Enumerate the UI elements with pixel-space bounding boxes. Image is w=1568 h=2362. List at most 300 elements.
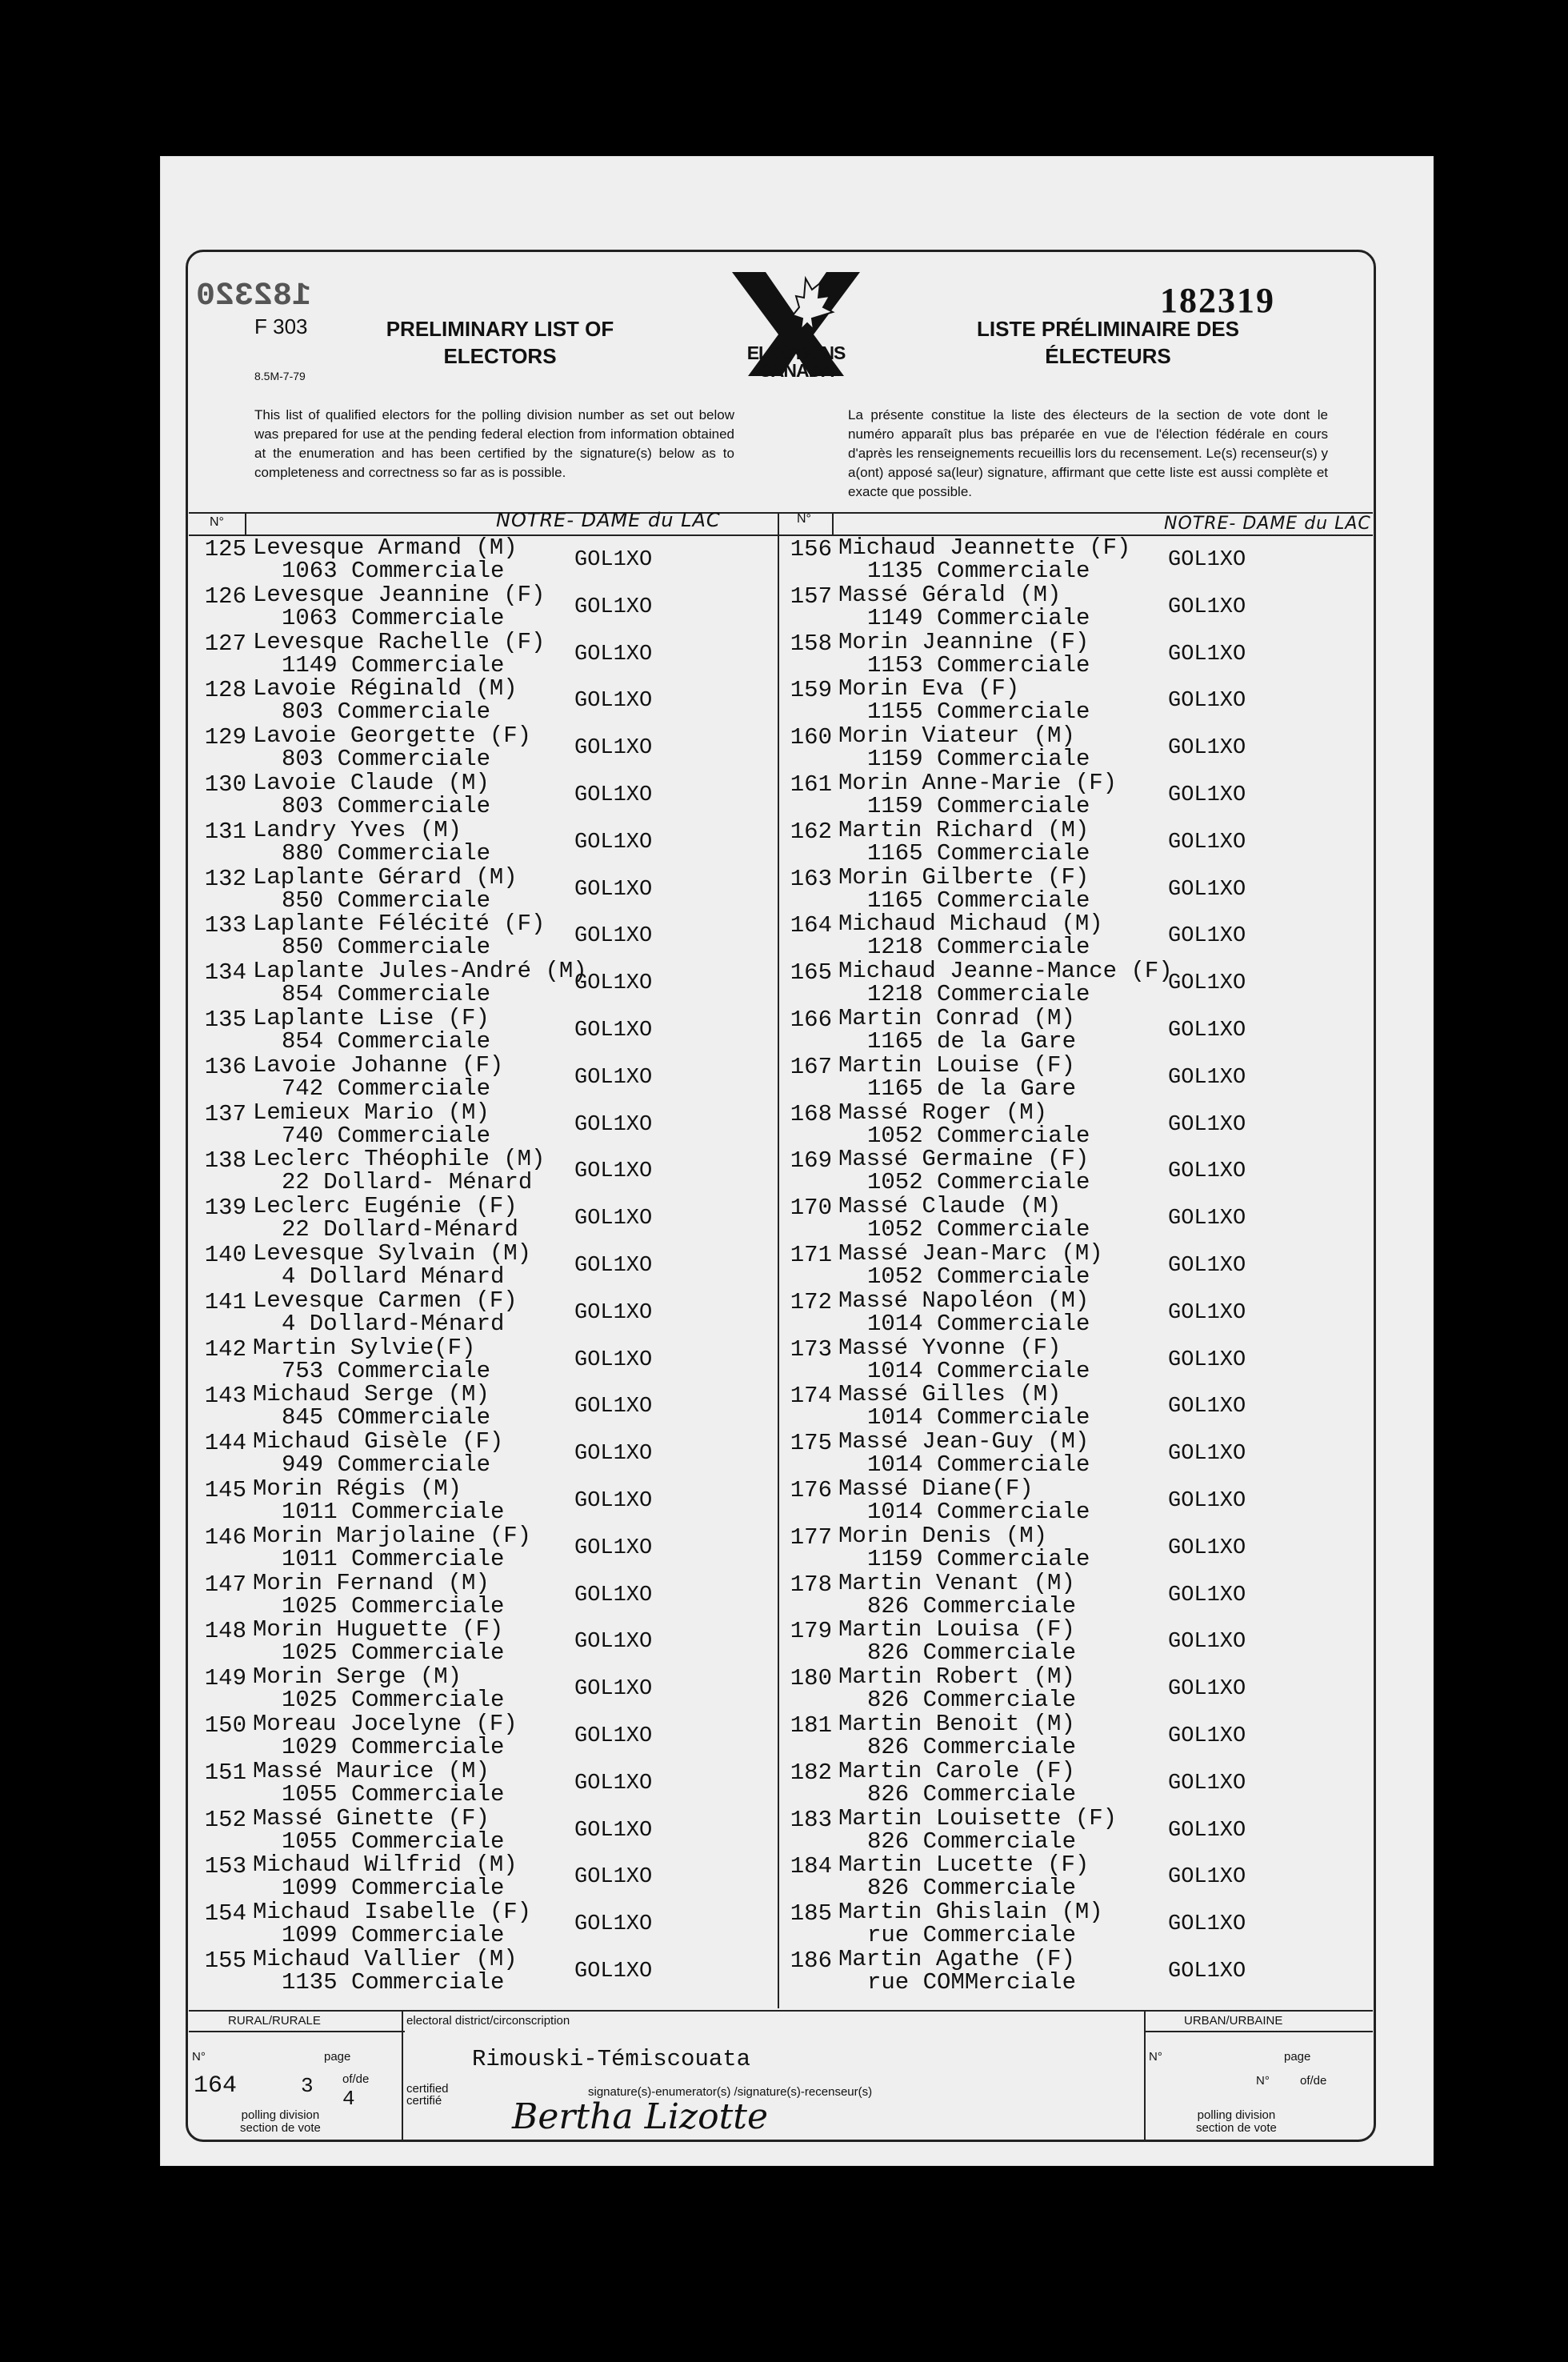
elector-number: 131 bbox=[204, 818, 246, 845]
elector-entry bbox=[784, 1804, 1360, 1855]
elector-postal-code: GOL1XO bbox=[1168, 1630, 1246, 1655]
elector-name: Lavoie Johanne (F) bbox=[253, 1051, 504, 1079]
elector-entry bbox=[784, 583, 1360, 631]
elector-address: 1153 Commerciale bbox=[867, 651, 1090, 679]
elector-postal-code: GOL1XO bbox=[1168, 1442, 1246, 1467]
elector-number: 163 bbox=[790, 865, 832, 892]
elector-address: 4 Dollard-Ménard bbox=[282, 1310, 505, 1337]
elector-address: 1099 Commerciale bbox=[282, 1875, 505, 1902]
elector-number: 183 bbox=[790, 1806, 832, 1833]
elector-name: Morin Serge (M) bbox=[253, 1663, 462, 1691]
elector-name: Michaud Vallier (M) bbox=[253, 1945, 518, 1972]
page-label: page bbox=[324, 2050, 351, 2064]
elector-number: 128 bbox=[204, 677, 246, 704]
elector-name: Martin Venant (M) bbox=[838, 1569, 1075, 1596]
elector-name: Massé Jean-Guy (M) bbox=[838, 1428, 1090, 1455]
form-print-date: 8.5M-7-79 bbox=[254, 370, 306, 382]
elector-address: 1063 Commerciale bbox=[282, 604, 505, 631]
elector-number: 164 bbox=[790, 912, 832, 939]
elector-entry bbox=[784, 1759, 1360, 1807]
elector-entry bbox=[784, 677, 1360, 724]
elector-entry bbox=[784, 1665, 1360, 1712]
elector-entry bbox=[198, 959, 774, 1007]
elector-number: 157 bbox=[790, 582, 832, 610]
elector-number: 153 bbox=[204, 1853, 246, 1880]
elector-address: 1135 Commerciale bbox=[282, 1968, 505, 1996]
elector-entry bbox=[784, 912, 1360, 959]
certified-label: certified certifié bbox=[406, 2082, 449, 2108]
elector-address: 826 Commerciale bbox=[867, 1592, 1077, 1619]
elector-name: Massé Gérald (M) bbox=[838, 581, 1062, 608]
elector-postal-code: GOL1XO bbox=[1168, 595, 1246, 619]
elector-postal-code: GOL1XO bbox=[574, 1630, 653, 1655]
elector-name: Massé Jean-Marc (M) bbox=[838, 1239, 1103, 1267]
logo-text: ELECTIONS CANADA bbox=[746, 342, 846, 381]
elector-number: 129 bbox=[204, 724, 246, 751]
of-label: of/de bbox=[342, 2072, 370, 2086]
urban-no-label: N° bbox=[1149, 2050, 1162, 2064]
elector-address: 845 COmmerciale bbox=[282, 1404, 491, 1431]
elector-address: 1165 de la Gare bbox=[867, 1027, 1077, 1055]
elector-address: 1165 de la Gare bbox=[867, 1075, 1077, 1102]
elector-postal-code: GOL1XO bbox=[574, 1018, 653, 1043]
elector-address: 1218 Commerciale bbox=[867, 981, 1090, 1008]
elector-number: 148 bbox=[204, 1618, 246, 1645]
right-elector-list bbox=[784, 536, 1360, 1995]
elector-postal-code: GOL1XO bbox=[574, 1771, 653, 1796]
elector-address: 1025 Commerciale bbox=[282, 1639, 505, 1667]
urban-polling-division-label: polling division section de vote bbox=[1196, 2108, 1277, 2135]
elector-name: Morin Huguette (F) bbox=[253, 1616, 504, 1643]
elector-address: 1014 Commerciale bbox=[867, 1310, 1090, 1337]
elector-address: 803 Commerciale bbox=[282, 792, 491, 819]
elector-entry bbox=[784, 1477, 1360, 1524]
elector-postal-code: GOL1XO bbox=[574, 1865, 653, 1890]
elector-number: 158 bbox=[790, 630, 832, 657]
elector-name: Leclerc Eugénie (F) bbox=[253, 1193, 518, 1220]
elector-number: 142 bbox=[204, 1335, 246, 1363]
elector-number: 150 bbox=[204, 1711, 246, 1739]
elector-entry bbox=[198, 583, 774, 631]
left-number-divider bbox=[245, 512, 246, 536]
elector-entry bbox=[784, 1524, 1360, 1571]
elector-number: 162 bbox=[790, 818, 832, 845]
elector-postal-code: GOL1XO bbox=[574, 1818, 653, 1843]
elector-address: 1052 Commerciale bbox=[867, 1263, 1090, 1290]
elector-name: Martin Sylvie(F) bbox=[253, 1334, 476, 1361]
footer-label-rule-right bbox=[1144, 2031, 1373, 2032]
elector-entry bbox=[198, 1147, 774, 1195]
elector-number: 151 bbox=[204, 1759, 246, 1786]
elector-postal-code: GOL1XO bbox=[1168, 1253, 1246, 1278]
elector-entry bbox=[784, 1195, 1360, 1242]
elector-name: Morin Fernand (M) bbox=[253, 1569, 490, 1596]
elector-number: 155 bbox=[204, 1947, 246, 1974]
elector-entry bbox=[198, 1383, 774, 1430]
elector-name: Laplante Gérard (M) bbox=[253, 863, 518, 891]
elector-name: Massé Roger (M) bbox=[838, 1099, 1048, 1126]
column-divider bbox=[778, 512, 779, 2008]
urban-no2-label: N° bbox=[1256, 2074, 1270, 2088]
elector-address: 1149 Commerciale bbox=[867, 604, 1090, 631]
elector-number: 130 bbox=[204, 771, 246, 798]
elector-name: Lemieux Mario (M) bbox=[253, 1099, 490, 1126]
elector-address: 1011 Commerciale bbox=[282, 1498, 505, 1525]
elector-number: 136 bbox=[204, 1053, 246, 1080]
elector-address: 22 Dollard-Ménard bbox=[282, 1216, 518, 1243]
elector-address: 1014 Commerciale bbox=[867, 1404, 1090, 1431]
elector-postal-code: GOL1XO bbox=[1168, 548, 1246, 572]
elector-postal-code: GOL1XO bbox=[574, 1535, 653, 1560]
elector-number: 174 bbox=[790, 1383, 832, 1410]
elector-address: rue Commerciale bbox=[867, 1922, 1077, 1949]
elector-number: 125 bbox=[204, 536, 246, 562]
elector-entry bbox=[784, 959, 1360, 1007]
elector-name: Martin Richard (M) bbox=[838, 816, 1090, 843]
elector-postal-code: GOL1XO bbox=[1168, 924, 1246, 949]
district-label: electoral district/circonscription bbox=[406, 2014, 570, 2028]
elector-postal-code: GOL1XO bbox=[574, 971, 653, 996]
district-name: Rimouski-Témiscouata bbox=[472, 2046, 751, 2072]
intro-english: This list of qualified electors for the polling division number as set out below was prepared for use at the pending federal election from information obtained at the enumeration and has been certified by the signature(s) below as to completeness and correctness so far as is possible. bbox=[254, 407, 734, 480]
elector-address: 854 Commerciale bbox=[282, 1027, 491, 1055]
elector-address: 22 Dollard- Ménard bbox=[282, 1169, 533, 1196]
elector-name: Martin Agathe (F) bbox=[838, 1945, 1075, 1972]
elector-address: 854 Commerciale bbox=[282, 981, 491, 1008]
elector-name: Morin Eva (F) bbox=[838, 675, 1020, 703]
elector-entry bbox=[198, 1945, 774, 1996]
elector-number: 145 bbox=[204, 1476, 246, 1503]
elector-address: 742 Commerciale bbox=[282, 1075, 491, 1102]
elector-postal-code: GOL1XO bbox=[574, 1395, 653, 1419]
elector-number: 161 bbox=[790, 771, 832, 798]
elector-number: 154 bbox=[204, 1900, 246, 1928]
elector-name: Massé Diane(F) bbox=[838, 1475, 1034, 1502]
elector-number: 177 bbox=[790, 1523, 832, 1551]
elector-name: Martin Louisa (F) bbox=[838, 1616, 1075, 1643]
elector-entry bbox=[198, 1853, 774, 1900]
elector-entry bbox=[198, 816, 774, 867]
elector-postal-code: GOL1XO bbox=[574, 1253, 653, 1278]
elector-address: 1025 Commerciale bbox=[282, 1687, 505, 1714]
elector-entry bbox=[784, 771, 1360, 819]
elector-number: 179 bbox=[790, 1618, 832, 1645]
elector-postal-code: GOL1XO bbox=[1168, 1065, 1246, 1090]
elector-address: 1165 Commerciale bbox=[867, 839, 1090, 867]
elector-postal-code: GOL1XO bbox=[1168, 1912, 1246, 1937]
elector-address: 1159 Commerciale bbox=[867, 746, 1090, 773]
elector-postal-code: GOL1XO bbox=[1168, 783, 1246, 807]
serial-number: 182319 bbox=[1160, 281, 1275, 320]
elector-address: 1055 Commerciale bbox=[282, 1780, 505, 1808]
elector-number: 143 bbox=[204, 1383, 246, 1410]
elector-name: Moreau Jocelyne (F) bbox=[253, 1710, 518, 1737]
elector-postal-code: GOL1XO bbox=[574, 689, 653, 714]
elector-postal-code: GOL1XO bbox=[1168, 1723, 1246, 1748]
reversed-stamp-number: 182320 bbox=[196, 278, 312, 314]
elector-postal-code: GOL1XO bbox=[1168, 1395, 1246, 1419]
elector-postal-code: GOL1XO bbox=[574, 783, 653, 807]
elector-number: 137 bbox=[204, 1100, 246, 1127]
elector-entry bbox=[784, 1336, 1360, 1383]
elector-name: Morin Marjolaine (F) bbox=[253, 1522, 532, 1549]
elector-postal-code: GOL1XO bbox=[574, 830, 653, 855]
elector-entry bbox=[784, 1571, 1360, 1619]
elector-entry bbox=[198, 1289, 774, 1336]
elector-name: Martin Louise (F) bbox=[838, 1051, 1075, 1079]
elector-number: 149 bbox=[204, 1665, 246, 1692]
elector-entry bbox=[198, 1430, 774, 1477]
elector-name: Massé Yvonne (F) bbox=[838, 1334, 1062, 1361]
elector-postal-code: GOL1XO bbox=[1168, 830, 1246, 855]
elector-address: 1014 Commerciale bbox=[867, 1357, 1090, 1384]
elector-postal-code: GOL1XO bbox=[1168, 877, 1246, 902]
elector-number: 173 bbox=[790, 1335, 832, 1363]
urban-label: URBAN/URBAINE bbox=[1184, 2014, 1283, 2028]
elector-number: 181 bbox=[790, 1711, 832, 1739]
elector-number: 127 bbox=[204, 630, 246, 657]
elector-address: 826 Commerciale bbox=[867, 1639, 1077, 1667]
elector-name: Massé Napoléon (M) bbox=[838, 1287, 1090, 1314]
form-number: F 303 bbox=[254, 314, 308, 338]
elector-name: Martin Lucette (F) bbox=[838, 1852, 1090, 1879]
elector-number: 171 bbox=[790, 1241, 832, 1268]
elector-postal-code: GOL1XO bbox=[1168, 1771, 1246, 1796]
elector-address: rue COMMerciale bbox=[867, 1968, 1077, 1996]
urban-of-label: of/de bbox=[1300, 2074, 1327, 2088]
elector-postal-code: GOL1XO bbox=[574, 1300, 653, 1325]
elector-address: 740 Commerciale bbox=[282, 1122, 491, 1149]
elector-entry bbox=[784, 816, 1360, 867]
elector-address: 1149 Commerciale bbox=[282, 651, 505, 679]
elector-postal-code: GOL1XO bbox=[1168, 1535, 1246, 1560]
elector-entry bbox=[198, 1239, 774, 1290]
elector-postal-code: GOL1XO bbox=[1168, 736, 1246, 761]
elector-name: Martin Benoit (M) bbox=[838, 1710, 1075, 1737]
elector-postal-code: GOL1XO bbox=[574, 1959, 653, 1984]
footer-top-rule bbox=[189, 2010, 1373, 2012]
elector-entry bbox=[784, 1900, 1360, 1948]
right-no-header: N° bbox=[797, 512, 811, 526]
elector-address: 1099 Commerciale bbox=[282, 1922, 505, 1949]
elector-address: 1165 Commerciale bbox=[867, 887, 1090, 914]
elector-number: 144 bbox=[204, 1430, 246, 1457]
page-number: 3 bbox=[301, 2074, 314, 2098]
elector-entry bbox=[198, 536, 774, 583]
elector-entry bbox=[198, 1618, 774, 1665]
elector-number: 170 bbox=[790, 1195, 832, 1222]
elector-address: 1135 Commerciale bbox=[867, 558, 1090, 584]
elector-entry bbox=[784, 1289, 1360, 1336]
elector-address: 803 Commerciale bbox=[282, 699, 491, 726]
elector-postal-code: GOL1XO bbox=[1168, 971, 1246, 996]
elector-name: Martin Carole (F) bbox=[838, 1757, 1075, 1784]
elector-entry bbox=[784, 628, 1360, 679]
elector-entry bbox=[784, 1712, 1360, 1759]
elector-postal-code: GOL1XO bbox=[574, 595, 653, 619]
elector-entry bbox=[198, 1571, 774, 1619]
elector-number: 185 bbox=[790, 1900, 832, 1928]
elector-postal-code: GOL1XO bbox=[1168, 1583, 1246, 1607]
enumerator-signature: Bertha Lizotte bbox=[512, 2096, 769, 2137]
elector-entry bbox=[198, 1195, 774, 1242]
footer-label-rule bbox=[189, 2031, 405, 2032]
elector-entry bbox=[784, 1430, 1360, 1477]
elector-postal-code: GOL1XO bbox=[574, 1723, 653, 1748]
elector-entry bbox=[784, 863, 1360, 914]
elector-number: 169 bbox=[790, 1147, 832, 1175]
elector-name: Morin Régis (M) bbox=[253, 1475, 462, 1502]
elector-number: 138 bbox=[204, 1147, 246, 1175]
elector-entry bbox=[784, 1239, 1360, 1290]
elector-entry bbox=[198, 1101, 774, 1148]
elector-address: 1052 Commerciale bbox=[867, 1169, 1090, 1196]
elector-postal-code: GOL1XO bbox=[1168, 642, 1246, 667]
elector-name: Martin Ghislain (M) bbox=[838, 1899, 1103, 1926]
elector-name: Levesque Rachelle (F) bbox=[253, 628, 546, 655]
elector-postal-code: GOL1XO bbox=[1168, 1865, 1246, 1890]
poll-number: 164 bbox=[194, 2072, 238, 2100]
elector-entry bbox=[784, 1147, 1360, 1195]
page-total: 4 bbox=[342, 2087, 355, 2111]
elector-number: 126 bbox=[204, 582, 246, 610]
urban-page-label: page bbox=[1284, 2050, 1311, 2064]
elector-name: Morin Viateur (M) bbox=[838, 723, 1075, 750]
elector-name: Michaud Michaud (M) bbox=[838, 911, 1103, 938]
elector-entry bbox=[198, 1759, 774, 1807]
elector-number: 180 bbox=[790, 1665, 832, 1692]
elector-name: Morin Gilberte (F) bbox=[838, 863, 1090, 891]
elector-address: 880 Commerciale bbox=[282, 839, 491, 867]
elector-postal-code: GOL1XO bbox=[574, 736, 653, 761]
elector-address: 4 Dollard Ménard bbox=[282, 1263, 505, 1290]
elector-address: 826 Commerciale bbox=[867, 1875, 1077, 1902]
elector-address: 1014 Commerciale bbox=[867, 1451, 1090, 1479]
elector-postal-code: GOL1XO bbox=[574, 1442, 653, 1467]
elector-address: 826 Commerciale bbox=[867, 1828, 1077, 1855]
elector-address: 1052 Commerciale bbox=[867, 1216, 1090, 1243]
elector-entry bbox=[198, 863, 774, 914]
elector-name: Michaud Wilfrid (M) bbox=[253, 1852, 518, 1879]
elector-name: Lavoie Claude (M) bbox=[253, 769, 490, 796]
elector-name: Michaud Isabelle (F) bbox=[253, 1899, 532, 1926]
polling-division-label: polling division section de vote bbox=[240, 2108, 321, 2135]
elector-name: Levesque Jeannine (F) bbox=[253, 581, 546, 608]
left-locality: NOTRE- DAME du LAC bbox=[496, 509, 721, 531]
elector-number: 166 bbox=[790, 1006, 832, 1033]
elector-name: Levesque Carmen (F) bbox=[253, 1287, 518, 1314]
elector-address: 753 Commerciale bbox=[282, 1357, 491, 1384]
elector-entry bbox=[198, 1804, 774, 1855]
elector-name: Morin Denis (M) bbox=[838, 1522, 1048, 1549]
signature-label: signature(s)-enumerator(s) /signature(s)-recenseur(s) bbox=[588, 2085, 873, 2099]
elector-address: 1025 Commerciale bbox=[282, 1592, 505, 1619]
elector-number: 140 bbox=[204, 1241, 246, 1268]
elector-number: 168 bbox=[790, 1100, 832, 1127]
elector-address: 826 Commerciale bbox=[867, 1733, 1077, 1760]
poll-no-label: N° bbox=[192, 2050, 206, 2064]
elector-postal-code: GOL1XO bbox=[1168, 1112, 1246, 1137]
elector-number: 176 bbox=[790, 1476, 832, 1503]
elector-name: Massé Ginette (F) bbox=[253, 1804, 490, 1832]
left-elector-list bbox=[198, 536, 774, 1995]
elector-entry bbox=[198, 912, 774, 959]
title-french: LISTE PRÉLIMINAIRE DES ÉLECTEURS bbox=[977, 317, 1239, 368]
elector-address: 1159 Commerciale bbox=[867, 792, 1090, 819]
elector-entry bbox=[198, 677, 774, 724]
elector-entry bbox=[198, 1477, 774, 1524]
elector-entry bbox=[784, 1101, 1360, 1148]
elector-number: 133 bbox=[204, 912, 246, 939]
elector-number: 186 bbox=[790, 1947, 832, 1974]
elector-address: 1011 Commerciale bbox=[282, 1545, 505, 1572]
elector-address: 850 Commerciale bbox=[282, 887, 491, 914]
elector-entry bbox=[198, 1051, 774, 1102]
left-no-header: N° bbox=[210, 515, 224, 529]
elector-postal-code: GOL1XO bbox=[574, 877, 653, 902]
elector-number: 139 bbox=[204, 1195, 246, 1222]
elector-postal-code: GOL1XO bbox=[574, 924, 653, 949]
elector-entry bbox=[784, 1618, 1360, 1665]
elector-number: 167 bbox=[790, 1053, 832, 1080]
elector-entry bbox=[198, 1524, 774, 1571]
elector-entry bbox=[784, 1383, 1360, 1430]
elector-number: 184 bbox=[790, 1853, 832, 1880]
elector-entry bbox=[784, 724, 1360, 771]
elector-entry bbox=[198, 628, 774, 679]
elector-postal-code: GOL1XO bbox=[1168, 1818, 1246, 1843]
elector-name: Martin Conrad (M) bbox=[838, 1004, 1075, 1031]
elector-entry bbox=[198, 1712, 774, 1759]
elector-entry bbox=[198, 724, 774, 771]
elector-name: Lavoie Réginald (M) bbox=[253, 675, 518, 703]
elector-entry bbox=[784, 1004, 1360, 1055]
elector-postal-code: GOL1XO bbox=[1168, 1677, 1246, 1702]
elector-address: 1218 Commerciale bbox=[867, 934, 1090, 961]
elector-name: Lavoie Georgette (F) bbox=[253, 723, 532, 750]
elector-number: 156 bbox=[790, 536, 832, 562]
elector-postal-code: GOL1XO bbox=[1168, 1488, 1246, 1513]
elector-address: 803 Commerciale bbox=[282, 746, 491, 773]
elector-number: 146 bbox=[204, 1523, 246, 1551]
elector-number: 175 bbox=[790, 1430, 832, 1457]
elector-postal-code: GOL1XO bbox=[574, 1677, 653, 1702]
elector-number: 141 bbox=[204, 1288, 246, 1315]
elector-entry bbox=[198, 1336, 774, 1383]
elector-postal-code: GOL1XO bbox=[1168, 1018, 1246, 1043]
elector-address: 949 Commerciale bbox=[282, 1451, 491, 1479]
elector-postal-code: GOL1XO bbox=[574, 1112, 653, 1137]
elector-number: 134 bbox=[204, 959, 246, 987]
intro-french: La présente constitue la liste des électeurs de la section de vote dont le numéro apparaît plus bas préparée en vue de l'élection fédérale en cours d'après les renseignements recueillis lors du recensement. Le(s) recenseur(s) y a(ont) apposé sa(leur) signature, affirmant que cette liste est aussi complète et exacte que possible. bbox=[848, 407, 1328, 499]
elector-entry bbox=[198, 1004, 774, 1055]
elector-name: Laplante Félécité (F) bbox=[253, 911, 546, 938]
elector-entry bbox=[198, 1665, 774, 1712]
elector-name: Massé Maurice (M) bbox=[253, 1757, 490, 1784]
elector-entry bbox=[198, 771, 774, 819]
elector-entry bbox=[784, 1051, 1360, 1102]
elector-name: Laplante Jules-André (M) bbox=[253, 958, 587, 985]
elector-number: 165 bbox=[790, 959, 832, 987]
elector-address: 1159 Commerciale bbox=[867, 1545, 1090, 1572]
elector-address: 1052 Commerciale bbox=[867, 1122, 1090, 1149]
rural-label: RURAL/RURALE bbox=[228, 2014, 321, 2028]
elector-address: 1055 Commerciale bbox=[282, 1828, 505, 1855]
title-english: PRELIMINARY LIST OF ELECTORS bbox=[386, 317, 614, 368]
elector-name: Massé Germaine (F) bbox=[838, 1146, 1090, 1173]
elector-address: 1014 Commerciale bbox=[867, 1498, 1090, 1525]
elector-name: Leclerc Théophile (M) bbox=[253, 1146, 546, 1173]
